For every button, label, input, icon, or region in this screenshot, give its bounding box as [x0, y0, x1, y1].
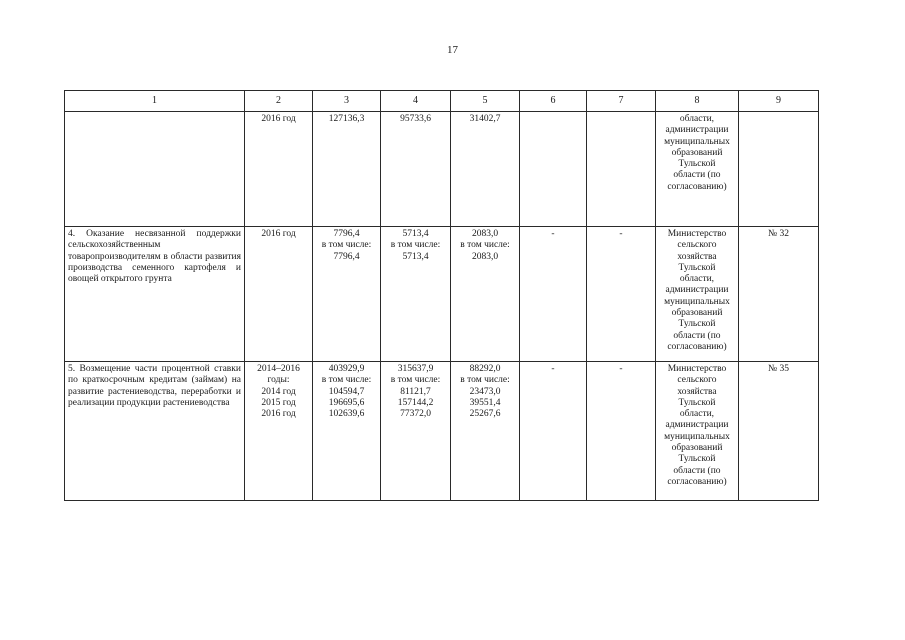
executor-line: согласованию)	[667, 476, 727, 487]
total-value: 104594,7	[328, 386, 365, 397]
executor-line: администрации	[665, 285, 729, 296]
executor-line: Тульской	[678, 319, 716, 330]
federal-value: 5713,4	[402, 229, 429, 239]
header-cell: 9	[739, 91, 819, 112]
period-cell	[245, 112, 313, 227]
executor-line: области,	[679, 274, 715, 285]
total-value: 7796,4	[333, 251, 360, 262]
federal-value: в том числе:	[390, 240, 441, 251]
executor-line: Тульской	[678, 262, 716, 273]
measure-description	[65, 112, 245, 227]
federal-value: 315637,9	[397, 364, 434, 374]
executor-line: области,	[679, 114, 715, 124]
page-number: 17	[447, 44, 458, 56]
period-line: годы:	[267, 375, 290, 386]
federal-value: в том числе:	[390, 375, 441, 386]
executor-line: области,	[679, 409, 715, 420]
federal-value: 157144,2	[397, 397, 434, 408]
regional-value: в том числе:	[460, 375, 510, 386]
federal-value: 81121,7	[400, 386, 431, 397]
executor-cell	[656, 227, 739, 362]
header-row	[65, 91, 819, 112]
executor-line: администрации	[665, 420, 729, 431]
executor-line: Тульской	[678, 159, 716, 170]
executor-cell	[656, 362, 739, 501]
executor-line: Тульской	[678, 397, 716, 408]
total-value: в том числе:	[321, 375, 372, 386]
federal-value: 77372,0	[400, 409, 431, 420]
header-cell: 3	[313, 91, 381, 112]
total-funding-cell	[313, 112, 381, 227]
program-table	[64, 90, 819, 501]
header-cell: 5	[451, 91, 520, 112]
executor-line: Министерство	[667, 229, 727, 239]
executor-line: области (по	[673, 170, 721, 181]
total-funding-cell	[313, 362, 381, 501]
federal-funding-cell	[381, 227, 451, 362]
executor-cell	[656, 112, 739, 227]
total-value: 102639,6	[328, 409, 365, 420]
executor-line: сельского	[677, 375, 717, 386]
header-cell: 4	[381, 91, 451, 112]
regional-value: 25267,6	[469, 409, 501, 420]
table-row	[65, 112, 819, 227]
reference-cell: № 32	[739, 227, 819, 362]
federal-value: 95733,6	[400, 114, 431, 124]
col7-cell: -	[587, 227, 656, 362]
period-line: 2014–2016	[257, 364, 300, 374]
total-value: 7796,4	[333, 229, 360, 239]
regional-value: 31402,7	[469, 114, 501, 124]
executor-line: муниципальных	[664, 296, 730, 307]
executor-line: Министерство	[667, 364, 727, 374]
executor-line: образований	[671, 443, 723, 454]
federal-funding-cell	[381, 362, 451, 501]
executor-line: области (по	[673, 330, 721, 341]
table-row	[65, 227, 819, 362]
header-cell: 8	[656, 91, 739, 112]
regional-value: 2083,0	[471, 229, 499, 239]
total-value: в том числе:	[321, 240, 372, 251]
executor-line: Тульской	[678, 454, 716, 465]
executor-line: области (по	[673, 465, 721, 476]
reference-cell: № 35	[739, 362, 819, 501]
col6-cell: -	[520, 227, 587, 362]
regional-value: в том числе:	[460, 240, 510, 251]
executor-line: согласованию)	[667, 341, 727, 352]
measure-description: 5. Возмещение части процентной ставки по краткосрочным кредитам (займам) на развитие растениеводства, переработки и реализации продукции растениеводства	[65, 362, 245, 501]
executor-line: образований	[671, 308, 723, 319]
period-line: 2015 год	[261, 397, 296, 408]
period-line: 2016 год	[261, 114, 296, 124]
regional-value: 2083,0	[471, 251, 499, 262]
total-funding-cell	[313, 227, 381, 362]
col6-cell: -	[520, 362, 587, 501]
header-cell: 7	[587, 91, 656, 112]
period-line: 2016 год	[261, 229, 296, 239]
executor-line: хозяйства	[677, 251, 717, 262]
executor-line: хозяйства	[677, 386, 717, 397]
total-value: 127136,3	[328, 114, 365, 124]
period-line: 2014 год	[261, 386, 296, 397]
regional-value: 88292,0	[469, 364, 501, 374]
col7-cell: -	[587, 362, 656, 501]
header-cell: 2	[245, 91, 313, 112]
header-cell: 1	[65, 91, 245, 112]
executor-line: муниципальных	[664, 431, 730, 442]
measure-description: 4. Оказание несвязанной поддержки сельскохозяйственным товаропроизводителям в области развития производства семенного картофеля и овощей открытого грунта	[65, 227, 245, 362]
total-value: 196695,6	[328, 397, 365, 408]
header-cell: 6	[520, 91, 587, 112]
executor-line: администрации	[665, 125, 729, 136]
regional-funding-cell	[451, 112, 520, 227]
regional-value: 23473,0	[469, 386, 501, 397]
executor-line: муниципальных	[664, 136, 730, 147]
regional-funding-cell	[451, 227, 520, 362]
reference-cell	[739, 112, 819, 227]
federal-value: 5713,4	[402, 251, 429, 262]
executor-line: согласованию)	[667, 181, 727, 192]
col6-cell	[520, 112, 587, 227]
executor-line: сельского	[677, 240, 717, 251]
federal-funding-cell	[381, 112, 451, 227]
period-cell	[245, 227, 313, 362]
period-line: 2016 год	[261, 409, 296, 420]
executor-line: образований	[671, 147, 723, 158]
regional-value: 39551,4	[469, 397, 501, 408]
total-value: 403929,9	[328, 364, 365, 374]
table-row	[65, 362, 819, 501]
period-cell	[245, 362, 313, 501]
col7-cell	[587, 112, 656, 227]
regional-funding-cell	[451, 362, 520, 501]
